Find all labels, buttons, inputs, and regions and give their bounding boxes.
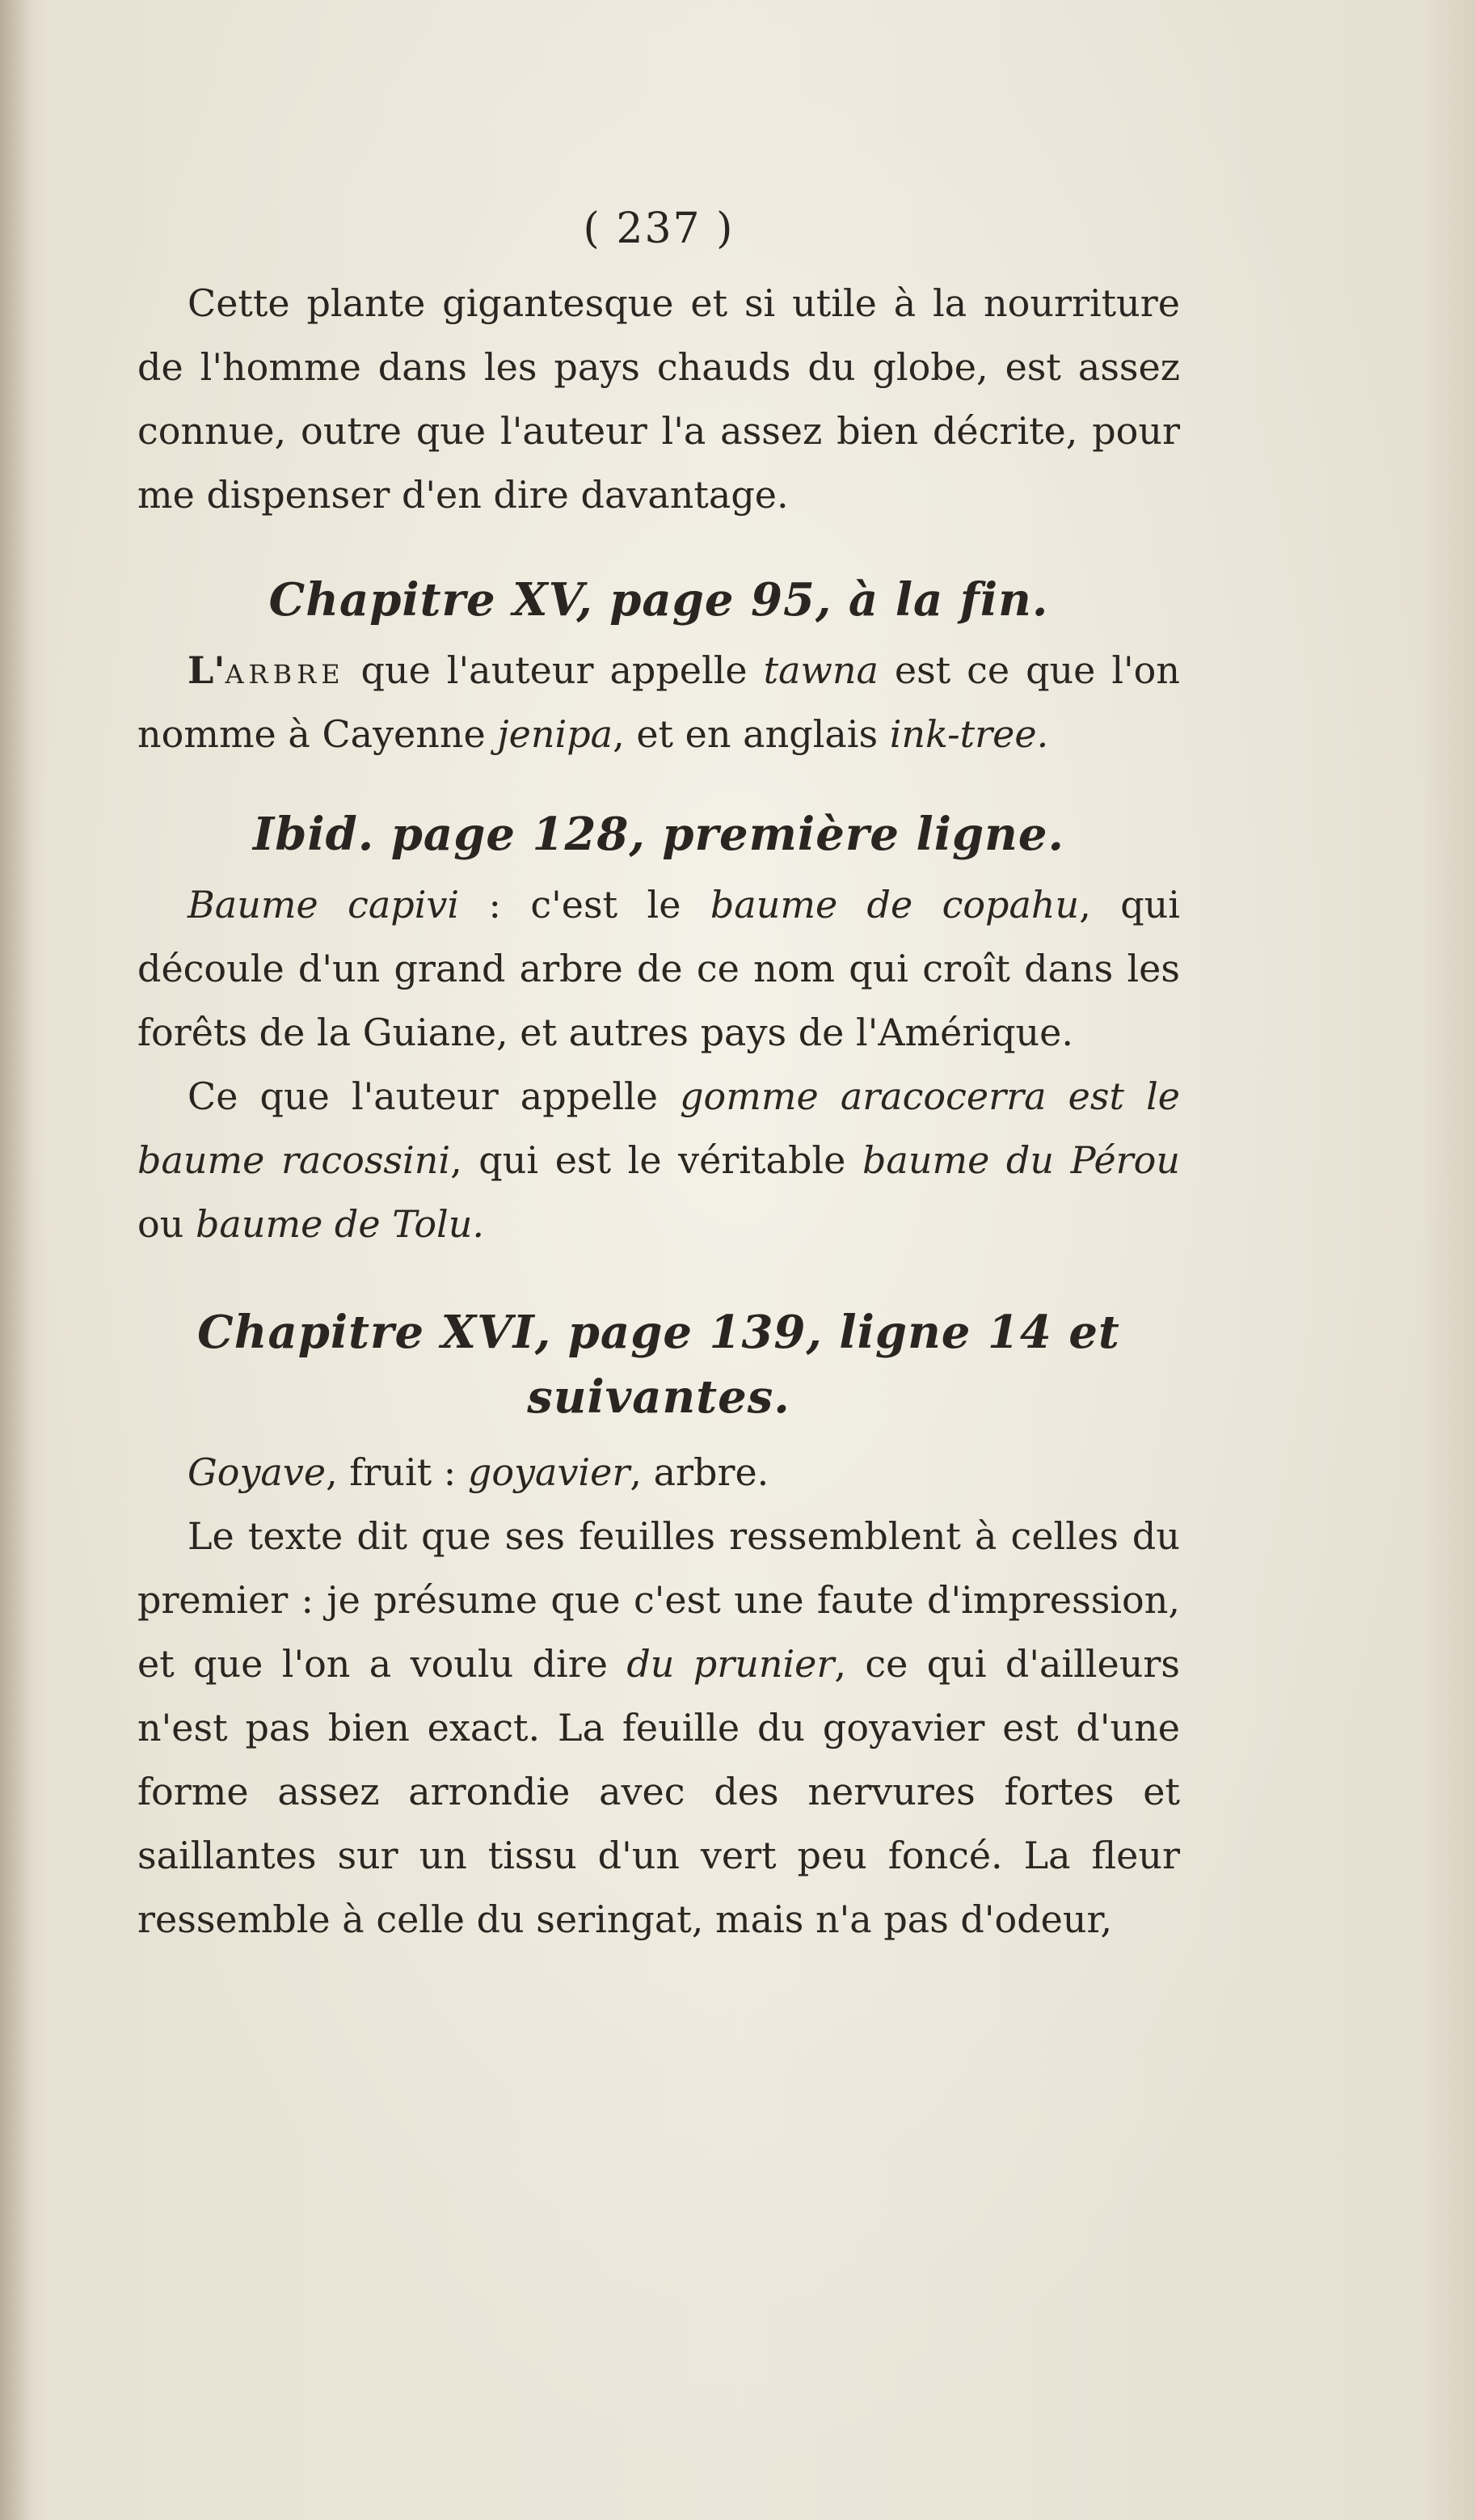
spine-shadow — [0, 0, 32, 2520]
first-letter: L' — [188, 648, 225, 692]
term-gomme-aracocerra: gomme aracocerra est le baume racossini — [137, 1074, 1180, 1182]
paragraph-baume-capivi — [137, 873, 1180, 1065]
term-goyavier: goyavier — [467, 1450, 630, 1494]
term-baume-du-perou: baume du Pérou — [862, 1138, 1180, 1182]
text-fragment: Le texte dit que ses feuilles ressemblent à celles du premier : je présume que c'est une faute d'impression, et que l'on a voulu dire — [137, 1514, 1180, 1686]
page-number: ( 237 ) — [583, 205, 735, 253]
text-fragment: , fruit : — [326, 1450, 468, 1494]
term-baume-de-tolu: baume de Tolu. — [195, 1202, 484, 1246]
text-fragment: , arbre. — [630, 1450, 769, 1494]
term-du-prunier: du prunier — [626, 1642, 835, 1686]
term-ink-tree: ink-tree. — [889, 712, 1049, 756]
text-fragment: est ce que l'on nomme à Cayenne — [137, 648, 1181, 756]
term-baume-capivi: Baume capivi — [188, 883, 460, 927]
text-fragment: , qui découle d'un grand arbre de ce nom qui croît dans les forêts de la Guiane, et autres pays de l'Amérique. — [137, 883, 1180, 1054]
heading-ibid: Ibid. page 128, première ligne. — [253, 808, 1064, 861]
heading-chapitre-xvi — [137, 1300, 1180, 1429]
term-baume-copahu: baume de copahu — [710, 883, 1080, 927]
paragraph-gomme — [137, 1065, 1180, 1256]
text-block — [137, 202, 1180, 1952]
text-fragment: ou — [137, 1202, 196, 1246]
paragraph-1: Cette plante gigantesque et si utile à la nourriture de l'homme dans les pays chauds du globe, est assez connue, outre que l'auteur l'a assez bien décrite, pour me dispenser d'en dire davantage. — [137, 281, 1180, 517]
term-jenipa: jenipa — [497, 712, 613, 756]
text-fragment: Ce que l'auteur appelle — [188, 1074, 681, 1118]
paragraph-texte-dit — [137, 1505, 1180, 1952]
text-fragment: que l'auteur appelle — [344, 648, 764, 692]
text-fragment: : c'est le — [459, 883, 710, 927]
heading-chapitre-xv: Chapitre XV, page 95, à la fin. — [268, 573, 1049, 627]
heading-line-1: Chapitre XVI, page 139, ligne 14 et — [197, 1306, 1120, 1359]
text-fragment: , et en anglais — [613, 712, 890, 756]
smallcaps-word: arbre — [225, 648, 345, 692]
paragraph-goyave — [137, 1441, 1180, 1505]
text-fragment: , ce qui d'ailleurs n'est pas bien exact. La feuille du goyavier est d'une forme assez arrondie avec des nervures fortes et saillantes sur un tissu d'un vert peu foncé. La fleur ressemble à celle du seringat, mais n'a pas d'odeur, — [137, 1642, 1181, 1941]
term-goyave: Goyave — [188, 1450, 327, 1494]
term-tawna: tawna — [763, 648, 879, 692]
text-fragment: , qui est le véritable — [450, 1138, 862, 1182]
heading-line-2: suivantes. — [527, 1370, 790, 1424]
paragraph-arbre — [137, 639, 1180, 766]
